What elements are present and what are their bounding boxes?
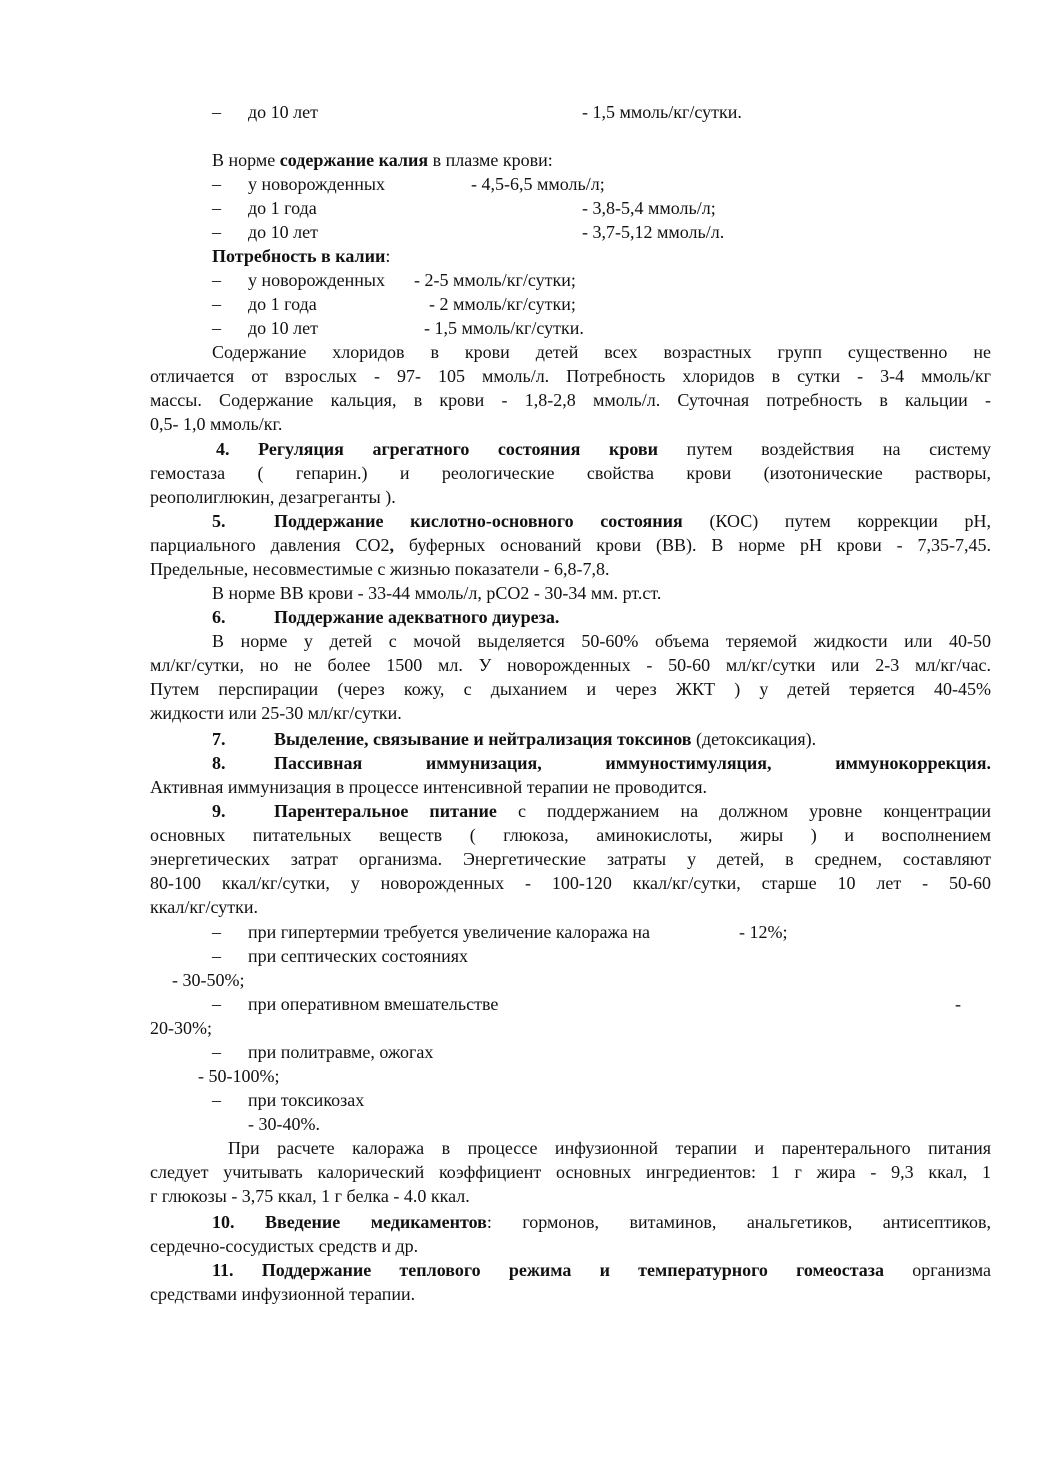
list-dash: – [212,922,221,942]
age-label: до 1 года [248,294,317,314]
potassium-need-heading: Потребность в калии: [212,246,391,266]
value-label: - 3,7-5,12 ммоль/л. [582,222,725,242]
value-label: - 1,5 ммоль/кг/сутки. [424,318,584,338]
age-label: у новорожденных [248,174,386,194]
age-label: у новорожденных [248,270,386,290]
list-dash: – [212,318,221,338]
list-dash: – [212,102,221,122]
toxicosis-value: - 30-40%. [248,1114,320,1134]
list-dash: – [212,1090,221,1110]
section-9: 9. Парентеральное питание с поддержанием на должном уровне концентрации основных питательных веществ ( глюкоза, аминокислоты, жиры ) и восполнением энергетических затрат организма. Энергетические затраты у детей, в среднем, составляют 80-100 ккал/кг/сутки, у новорожденных - 100-120 ккал/кг/сутки, старше 10 лет - 50-60 ккал/кг/сутки. [150,801,992,917]
age-label: до 1 года [248,198,317,218]
potassium-norm-heading: В норме содержание калия в плазме крови: [212,150,553,170]
operative-dash: - [955,994,961,1014]
value-label: - 2-5 ммоль/кг/сутки; [414,270,576,290]
chlorides-paragraph: Содержание хлоридов в крови детей всех возрастных групп существенно не отличается от взрослых - 97- 105 ммоль/л. Потребность хлоридов в сутки - 3-4 ммоль/кг массы. Содержание кальция, в крови - 1,8-2,8 ммоль/л. Суточная потребность в кальции - 0,5- 1,0 ммоль/кг. [150,342,991,434]
septic-label: при септических состояниях [248,946,468,966]
value-label: - 4,5-6,5 ммоль/л; [471,174,605,194]
section-4: 4. Регуляция агрегатного состояния крови путем воздействия на систему гемостаза ( гепарин.) и реологические свойства крови (изотонические растворы, реополиглюкин, дезагреганты ). [150,439,991,507]
section-7: 7. Выделение, связывание и нейтрализация токсинов (детоксикация). [212,729,817,749]
polytrauma-value: - 50-100%; [198,1066,280,1086]
hyperthermia-label: при гипертермии требуется увеличение калоража на [248,922,650,942]
section-10: 10. Введение медикаментов: гормонов, витаминов, анальгетиков, антисептиков, сердечно-сосудистых средств и др. [150,1212,991,1256]
list-dash: – [212,994,221,1014]
section-8: 8. Пассивная иммунизация, иммуностимуляция, иммунокоррекция. Активная иммунизация в процессе интенсивной терапии не проводится. [150,753,991,797]
age-label: до 10 лет [248,102,318,122]
list-dash: – [212,222,221,242]
list-dash: – [212,198,221,218]
septic-value: - 30-50%; [172,970,245,990]
toxicosis-label: при токсикозах [248,1090,365,1110]
hyperthermia-value: - 12%; [739,922,788,942]
value-label: - 2 ммоль/кг/сутки; [429,294,576,314]
value-label: - 3,8-5,4 ммоль/л; [582,198,716,218]
list-dash: – [212,294,221,314]
section-5: 5. Поддержание кислотно-основного состояния (КОС) путем коррекции рН, парциального давления СО2, буферных оснований крови (ВВ). В норме рН крови - 7,35-7,45. Предельные, несовместимые с жизнью показатели - 6,8-7,8. В норме ВВ крови - 33-44 ммоль/л, рСО2 - 30-34 мм. рт.ст. [150,511,992,603]
list-dash: – [212,270,221,290]
operative-value: 20-30%; [150,1018,212,1038]
section-11: 11. Поддержание теплового режима и температурного гомеостаза организма средствами инфузионной терапии. [150,1260,991,1304]
polytrauma-label: при политравме, ожогах [248,1042,434,1062]
section-6-heading: 6. Поддержание адекватного диуреза. [212,607,560,627]
value-label: - 1,5 ммоль/кг/сутки. [582,102,742,122]
list-dash: – [212,946,221,966]
list-dash: – [212,174,221,194]
calorie-calc-paragraph: При расчете калоража в процессе инфузионной терапии и парентерального питания следует учитывать калорический коэффициент основных ингредиентов: 1 г жира - 9,3 ккал, 1 г глюкозы - 3,75 ккал, 1 г белка - 4.0 ккал. [150,1138,991,1206]
list-dash: – [212,1042,221,1062]
operative-label: при оперативном вмешательстве [248,994,499,1014]
age-label: до 10 лет [248,222,318,242]
section-6-paragraph: В норме у детей с мочой выделяется 50-60% объема теряемой жидкости или 40-50 мл/кг/сутки, но не более 1500 мл. У новорожденных - 50-60 мл/кг/сутки или 2-3 мл/кг/час. Путем перспирации (через кожу, с дыханием и через ЖКТ ) у детей теряется 40-45% жидкости или 25-30 мл/кг/сутки. [150,631,991,723]
age-label: до 10 лет [248,318,318,338]
